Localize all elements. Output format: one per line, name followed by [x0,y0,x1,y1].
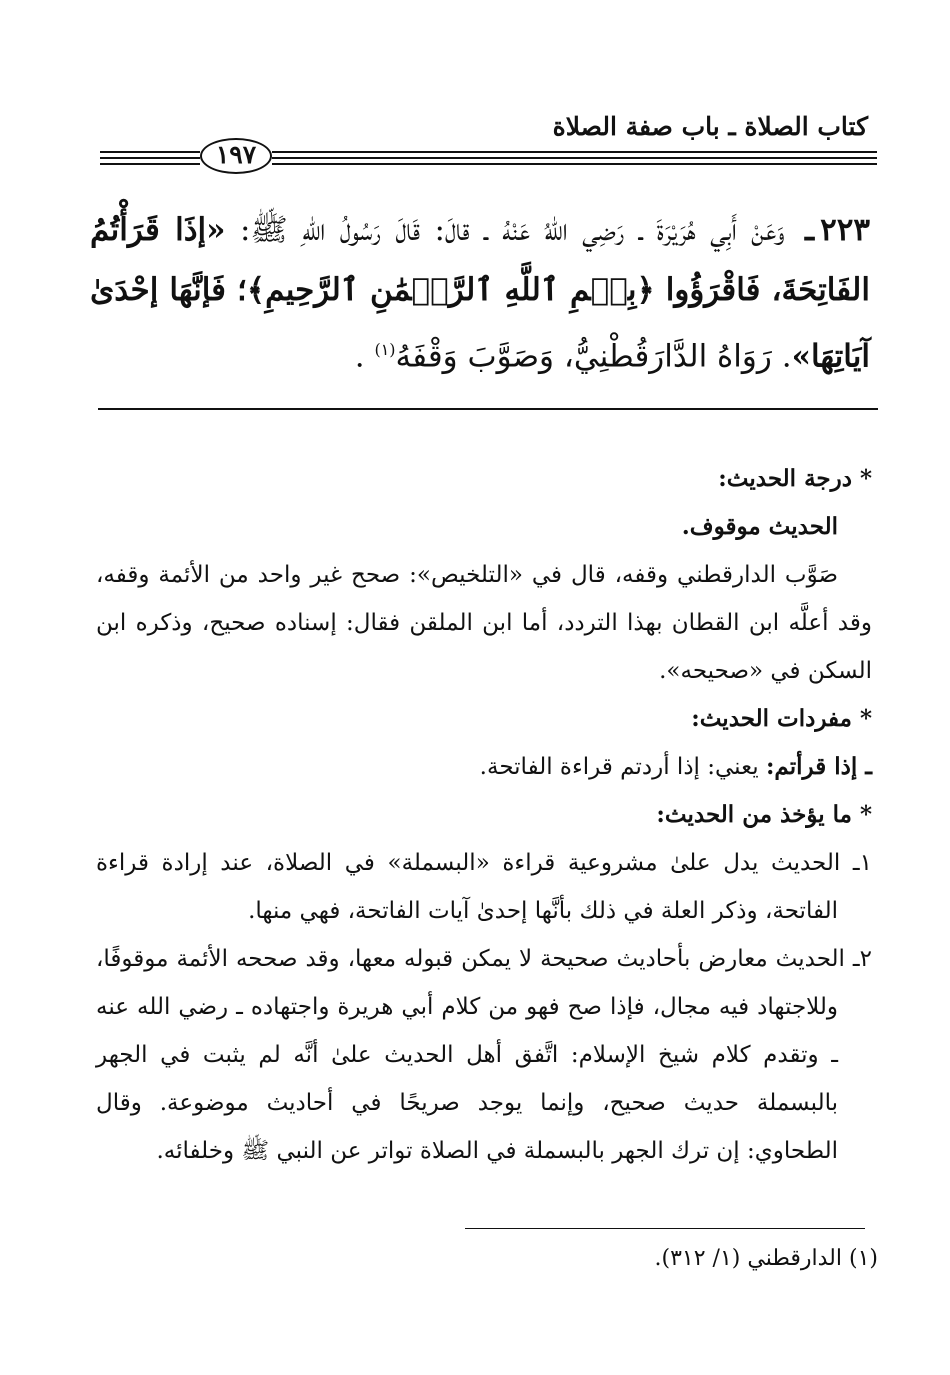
page-number: ١٩٧ [200,138,272,174]
section-divider [98,408,878,410]
footnote: (١) الدارقطني (١/ ٣١٢). [654,1246,878,1271]
footnote-rule [465,1228,865,1229]
lesson-1: ١ـ الحديث يدل علىٰ مشروعية قراءة «البسملة» في الصلاة، عند إرادة قراءة الفاتحة، وذكر العلة في ذلك بأنَّها إحدىٰ آيات الفاتحة، فهي منها. [96,850,872,924]
hadith-number: ٢٢٣ [820,212,871,248]
header-rule-right [272,145,877,173]
grade-heading: * درجة الحديث: [718,465,872,492]
lesson-2: ٢ـ الحديث معارض بأحاديث صحيحة لا يمكن قبوله معها، وقد صححه الأئمة موقوفًا، وللاجتهاد فيه مجال، فإذا صح فهو من كلام أبي هريرة واجتهاده ـ رضي الله عنه ـ وتقدم كلام شيخ الإسلام: اتَّفق أهل الحديث علىٰ أنَّه لم يثبت في الجهر بالبسملة حديث صحيح، وإنما يوجد صريحًا في أحاديث موضوعة. وقال الطحاوي: إن ترك الجهر بالبسملة في الصلاة تواتر عن النبي ﷺ وخلفائه. [96,946,872,1164]
hadith-number-dash: ـ [804,212,815,248]
footnote-ref: (١) [374,340,396,359]
commentary [96,455,872,1175]
grade-paragraph: صَوَّب الدارقطني وقفه، قال في «التلخيص»: صحح غير واحد من الأئمة وقفه، وقد أعلَّه ابن القطان بهذا التردد، أما ابن الملقن فقال: إسناده صحيح، وذكره ابن السكن في «صحيحه». [96,562,872,684]
vocab-term: ـ إذا قرأتم: [765,753,872,780]
hadith-text: ٢٢٣ـ وَعَنْ أَبِي هُرَيْرَةَ ـ رَضِي اللهُ عَنْهُ ـ قالَ: قَالَ رَسُولُ اللهِ ﷺ: «إذَا قَرَأْتُمُ الفَاتِحَةَ، فَاقْرَؤُوا ﴿بِسۡمِ ٱللَّهِ ٱلرَّحۡمَٰنِ ٱلرَّحِيمِ﴾؛ فَإنَّهَا إحْدَىٰ آيَاتِهَا». رَوَاهُ الدَّارَقُطْنِيُّ، وَصَوَّبَ وَقْفَهُ$^{(١)}$ . [90,212,871,375]
vocab-definition: يعني: إذا أردتم قراءة الفاتحة. [479,754,766,780]
vocab-item [96,743,872,791]
vocab-heading: * مفردات الحديث: [691,705,872,732]
header-rule-left [100,145,200,173]
hadith-intro: وَعَنْ أَبِي هُرَيْرَةَ ـ رَضِي اللهُ عَنْهُ ـ قالَ: قَالَ رَسُولُ اللهِ ﷺ: [239,212,785,248]
hadith-outro: . رَوَاهُ الدَّارَقُطْنِيُّ، وَصَوَّبَ وَقْفَهُ [395,338,792,375]
hadith-quote: «إذَا قَرَأْتُمُ الفَاتِحَةَ، فَاقْرَؤُوا ﴿بِسۡمِ ٱللَّهِ ٱلرَّحۡمَٰنِ ٱلرَّحِيمِ﴾؛ فَإنَّهَا إحْدَىٰ آيَاتِهَا» [90,212,870,375]
lessons-heading: * ما يؤخذ من الحديث: [656,801,872,828]
running-header-title: كتاب الصلاة ـ باب صفة الصلاة [552,112,868,141]
grade-value: الحديث موقوف. [681,513,838,540]
